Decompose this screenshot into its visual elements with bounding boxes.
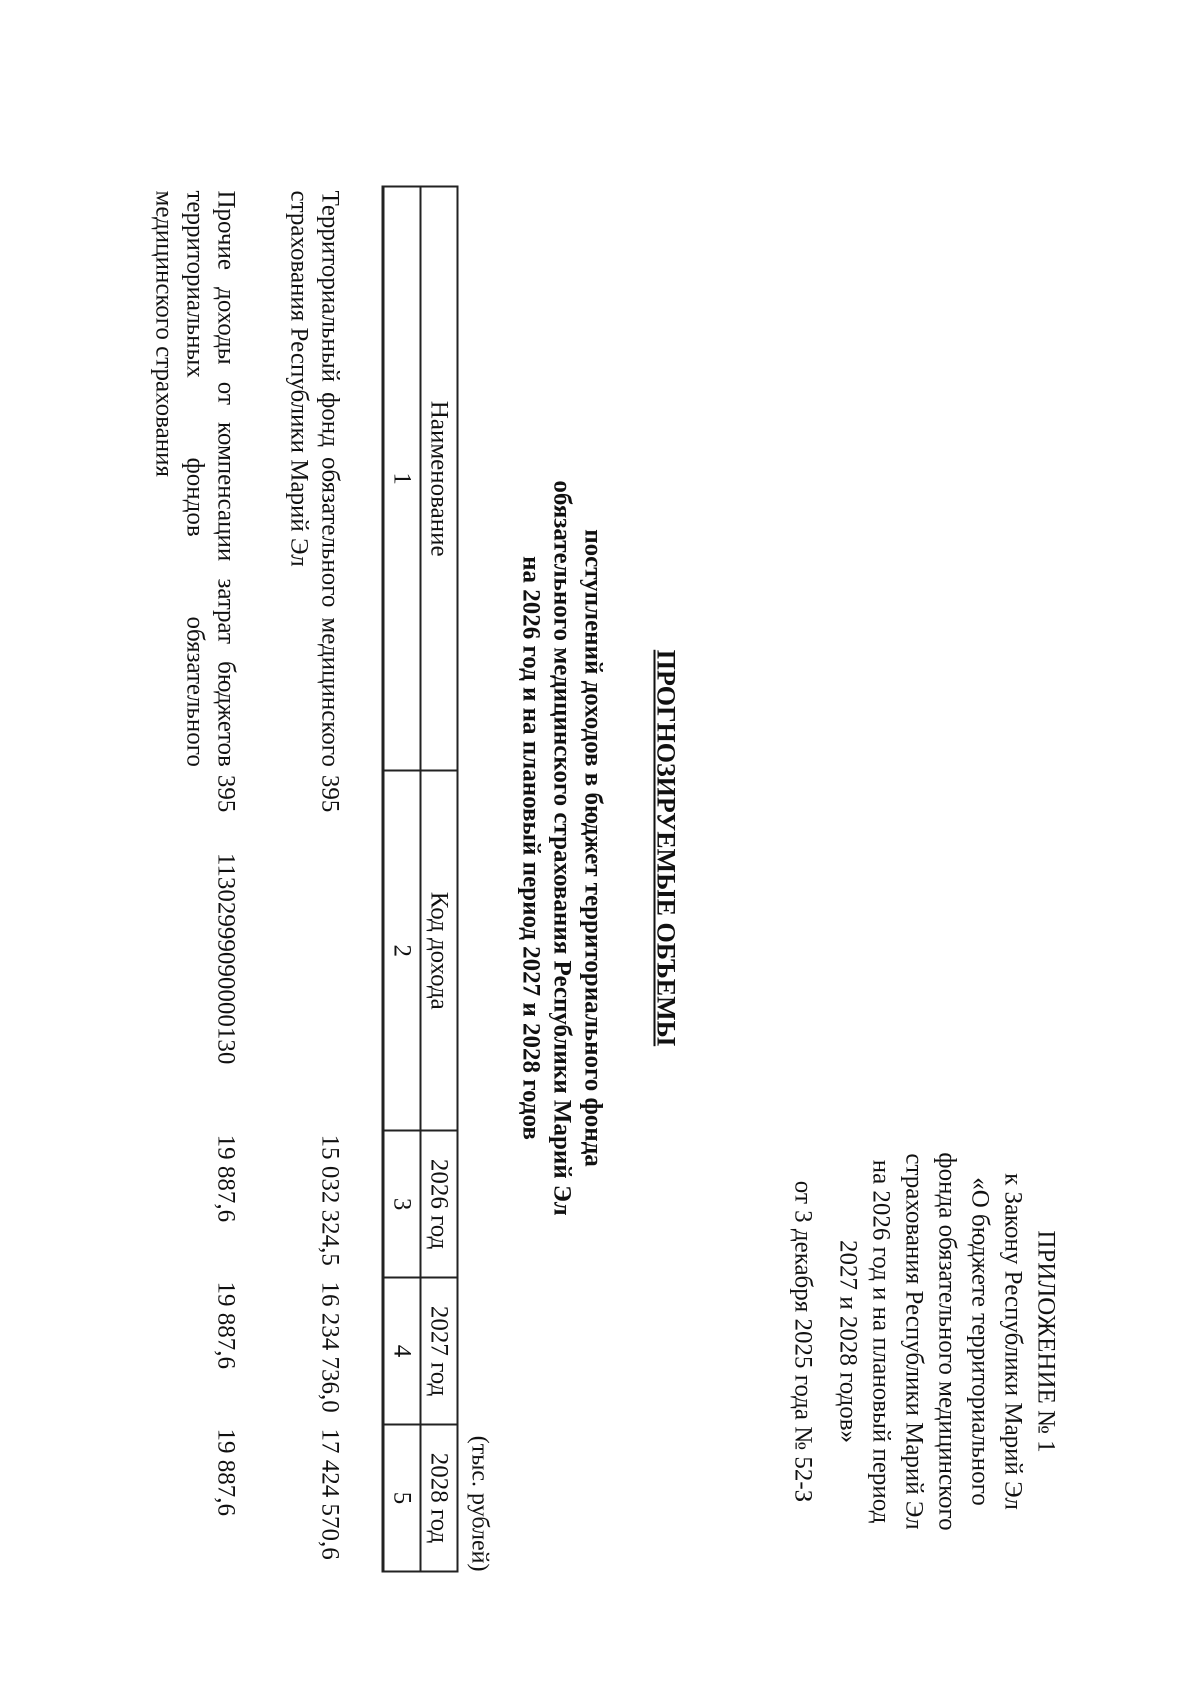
revenue-table [149, 186, 459, 1573]
appendix-line: страхования Республики Марий Эл [900, 1153, 928, 1530]
appendix-block [787, 1107, 1063, 1577]
column-number: 4 [383, 1278, 421, 1425]
header-row [421, 187, 458, 1572]
row-2026-value: 19 887,6 [212, 1134, 240, 1223]
units-label: (тыс. рублей) [466, 1435, 493, 1572]
row-2028-value: 19 887,6 [212, 1428, 240, 1516]
appendix-date: от 3 декабря 2025 года № 52-З [789, 1180, 817, 1503]
column-number: 2 [383, 771, 421, 1131]
title-sub-line: на 2026 год и на плановый период 2027 и 2028 годов [517, 556, 545, 1140]
row-2026-value: 15 032 324,5 [316, 1134, 344, 1266]
column-number: 5 [383, 1425, 421, 1572]
table-row [284, 187, 384, 1572]
row-code-cell [149, 771, 284, 1131]
header-2026: 2026 год [421, 1131, 458, 1278]
row-income-code: 11302999090000130 [212, 852, 240, 1065]
landscape-page [1, 0, 1200, 1697]
title-sub-line: обязательного медицинского страхования Республики Марий Эл [548, 480, 576, 1216]
row-2027-value: 19 887,6 [212, 1281, 240, 1370]
table-row [149, 187, 284, 1572]
column-number: 1 [383, 187, 421, 771]
row-admin-code: 395 [212, 774, 240, 813]
appendix-line: на 2026 год и на плановый период [867, 1159, 895, 1524]
row-admin-code: 395 [316, 774, 344, 813]
appendix-line: ПРИЛОЖЕНИЕ № 1 [1032, 1230, 1060, 1453]
column-number: 3 [383, 1131, 421, 1278]
appendix-line: к Закону Республики Марий Эл [999, 1173, 1027, 1510]
row-name: Прочие доходы от компенсации затрат бюджетов территориальных фондов обязательного медицинского страхования [150, 190, 240, 767]
header-name: Наименование [421, 187, 458, 771]
column-number-row [383, 187, 421, 1572]
appendix-line: «О бюджете территориального [966, 1177, 994, 1506]
title-sub-line: поступлений доходов в бюджет территориального фонда [579, 529, 607, 1167]
appendix-line: фонда обязательного медицинского [933, 1152, 961, 1531]
document-title [516, 0, 681, 1697]
appendix-line: 2027 и 2028 годов» [834, 1239, 862, 1444]
title-main: ПРОГНОЗИРУЕМЫЕ ОБЪЕМЫ [651, 649, 681, 1047]
row-2028-value: 17 424 570,6 [316, 1428, 344, 1560]
header-2027: 2027 год [421, 1278, 458, 1425]
header-code: Код дохода [421, 771, 458, 1131]
header-2028: 2028 год [421, 1425, 458, 1572]
row-code-cell [284, 771, 384, 1131]
row-name: Территориальный фонд обязательного медицинского страхования Республики Марий Эл [285, 190, 344, 767]
row-2027-value: 16 234 736,0 [316, 1281, 344, 1413]
